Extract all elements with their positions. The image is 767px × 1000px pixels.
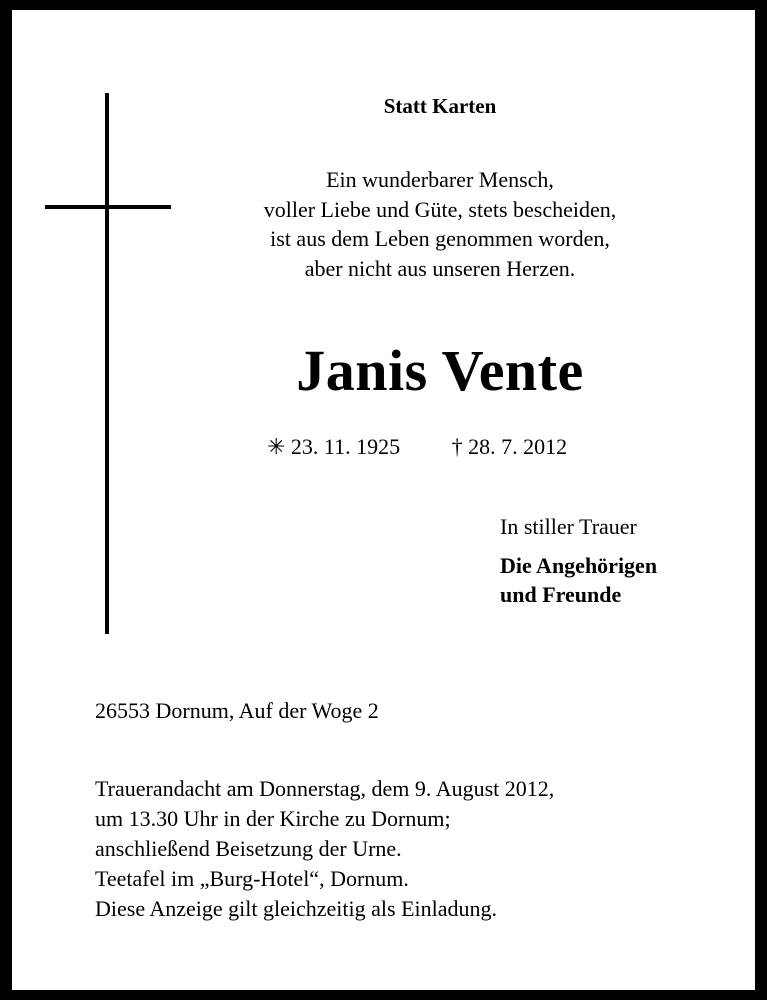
mourners-line: und Freunde bbox=[500, 582, 622, 607]
death-date: † 28. 7. 2012 bbox=[451, 434, 568, 459]
poem-line: ist aus dem Leben genommen worden, bbox=[270, 226, 610, 251]
heading: Statt Karten bbox=[383, 94, 497, 118]
mourning-block bbox=[500, 513, 657, 609]
poem-line: Ein wunderbarer Mensch, bbox=[326, 167, 554, 192]
service-line: um 13.30 Uhr in der Kirche zu Dornum; bbox=[95, 806, 451, 831]
service-line: Trauerandacht am Donnerstag, dem 9. August 2012, bbox=[95, 776, 555, 801]
mourners-line: Die Angehörigen bbox=[500, 553, 658, 578]
poem-line: voller Liebe und Güte, stets bescheiden, bbox=[263, 196, 617, 222]
service-line: Teetafel im „Burg-Hotel“, Dornum. bbox=[95, 866, 409, 891]
deceased-name: Janis Vente bbox=[296, 338, 584, 403]
address: 26553 Dornum, Auf der Woge 2 bbox=[95, 698, 379, 723]
mourners bbox=[500, 551, 657, 609]
poem bbox=[140, 165, 740, 283]
service-line: Diese Anzeige gilt gleichzeitig als Einladung. bbox=[95, 896, 497, 921]
poem-line: aber nicht aus unseren Herzen. bbox=[304, 255, 576, 281]
service-line: anschließend Beisetzung der Urne. bbox=[95, 836, 402, 861]
birth-date: ✳ 23. 11. 1925 bbox=[267, 434, 401, 459]
life-dates bbox=[267, 434, 567, 460]
cross-icon-vertical bbox=[105, 93, 109, 634]
mourning-intro: In stiller Trauer bbox=[500, 514, 637, 539]
service-details bbox=[95, 774, 554, 924]
